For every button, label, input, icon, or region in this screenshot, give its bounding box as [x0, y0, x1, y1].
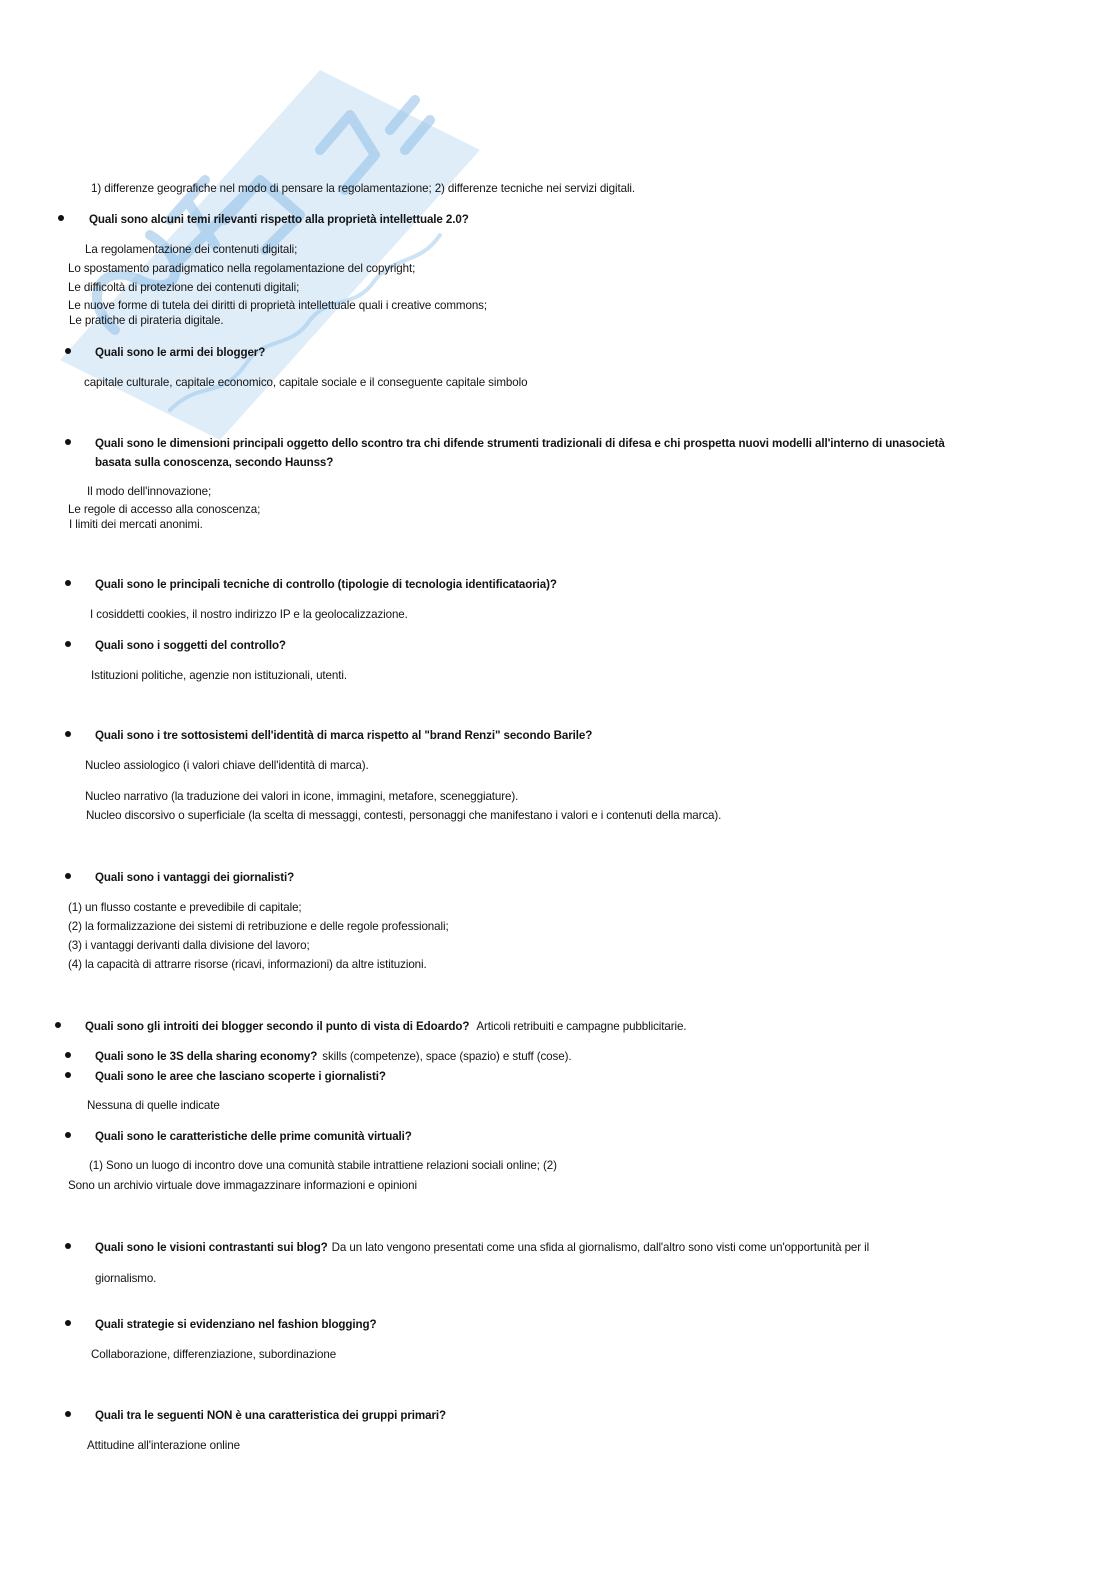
- bullet-dot: [65, 439, 71, 445]
- answer-line: Le regole di accesso alla conoscenza;: [68, 503, 261, 516]
- answer-line: (1) un flusso costante e prevedibile di capitale;: [68, 901, 302, 914]
- answer-line: Le difficoltà di protezione dei contenuti digitali;: [68, 281, 300, 294]
- answer-line: Nucleo assiologico (i valori chiave dell'identità di marca).: [85, 759, 369, 772]
- answer-line: Le pratiche di pirateria digitale.: [69, 314, 224, 327]
- question-text: Quali sono le caratteristiche delle prime comunità virtuali?: [95, 1130, 412, 1143]
- answer-line: capitale culturale, capitale economico, capitale sociale e il conseguente capitale simbolo: [84, 376, 528, 389]
- question-text: Quali sono i soggetti del controllo?: [95, 639, 286, 652]
- question-text: Quali sono le principali tecniche di controllo (tipologie di tecnologia identificataoria)?: [95, 578, 557, 591]
- question-text: Quali sono le dimensioni principali oggetto dello scontro tra chi difende strumenti tradizionali di difesa e chi prospetta nuovi modelli all'interno di unasocietà: [95, 437, 945, 450]
- answer-line: Collaborazione, differenziazione, subordinazione: [91, 1348, 337, 1361]
- answer-line: (2) la formalizzazione dei sistemi di retribuzione e delle regole professionali;: [68, 920, 449, 933]
- bullet-dot: [65, 1052, 71, 1058]
- inline-answer: Da un lato vengono presentati come una sfida al giornalismo, dall'altro sono visti come un'opportunità per il: [331, 1241, 870, 1254]
- answer-line: Attitudine all'interazione online: [87, 1439, 240, 1452]
- bullet-dot: [65, 1072, 71, 1078]
- bullet-dot: [65, 1243, 71, 1249]
- question-text: Quali tra le seguenti NON è una caratteristica dei gruppi primari?: [95, 1409, 446, 1422]
- answer-line: (4) la capacità di attrarre risorse (ricavi, informazioni) da altre istituzioni.: [68, 958, 427, 971]
- question-text: Quali sono alcuni temi rilevanti rispetto alla proprietà intellettuale 2.0?: [89, 213, 469, 226]
- question-text: Quali sono le visioni contrastanti sui blog?: [95, 1241, 328, 1254]
- intro-answer-line: 1) differenze geografiche nel modo di pensare la regolamentazione; 2) differenze tecniche nei servizi digitali.: [91, 182, 636, 195]
- question-text-continued: basata sulla conoscenza, secondo Haunss?: [95, 456, 334, 469]
- answer-line: (1) Sono un luogo di incontro dove una comunità stabile intrattiene relazioni sociali online; (2): [89, 1159, 557, 1172]
- bullet-dot: [58, 215, 64, 221]
- answer-line: Lo spostamento paradigmatico nella regolamentazione del copyright;: [68, 262, 416, 275]
- question-text: Quali sono le aree che lasciano scoperte i giornalisti?: [95, 1070, 386, 1083]
- question-text: Quali strategie si evidenziano nel fashion blogging?: [95, 1318, 377, 1331]
- bullet-dot: [65, 1411, 71, 1417]
- answer-line: I limiti dei mercati anonimi.: [69, 518, 203, 531]
- bullet-dot: [65, 641, 71, 647]
- inline-answer: skills (competenze), space (spazio) e stuff (cose).: [322, 1050, 572, 1063]
- answer-line: I cosiddetti cookies, il nostro indirizzo IP e la geolocalizzazione.: [90, 608, 408, 621]
- bullet-dot: [65, 580, 71, 586]
- answer-line: Le nuove forme di tutela dei diritti di proprietà intellettuale quali i creative commons;: [68, 299, 488, 312]
- bullet-dot: [55, 1022, 61, 1028]
- bullet-dot: [65, 348, 71, 354]
- answer-line: La regolamentazione dei contenuti digitali;: [85, 243, 298, 256]
- answer-line: Nucleo narrativo (la traduzione dei valori in icone, immagini, metafore, sceneggiature).: [85, 790, 519, 803]
- answer-line: Il modo dell'innovazione;: [87, 485, 212, 498]
- question-text: Quali sono i vantaggi dei giornalisti?: [95, 871, 295, 884]
- answer-line: (3) i vantaggi derivanti dalla divisione del lavoro;: [68, 939, 310, 952]
- answer-line: Sono un archivio virtuale dove immagazzinare informazioni e opinioni: [68, 1179, 417, 1192]
- inline-answer: Articoli retribuiti e campagne pubblicitarie.: [476, 1020, 687, 1033]
- answer-line: giornalismo.: [95, 1272, 157, 1285]
- answer-line: Nessuna di quelle indicate: [87, 1099, 220, 1112]
- bullet-dot: [65, 873, 71, 879]
- question-text: Quali sono le 3S della sharing economy?: [95, 1050, 318, 1063]
- bullet-dot: [65, 731, 71, 737]
- bullet-dot: [65, 1132, 71, 1138]
- answer-line: Nucleo discorsivo o superficiale (la scelta di messaggi, contesti, personaggi che manifestano i valori e i contenuti della marca).: [86, 809, 722, 822]
- answer-line: Istituzioni politiche, agenzie non istituzionali, utenti.: [91, 669, 347, 682]
- question-text: Quali sono gli introiti dei blogger secondo il punto di vista di Edoardo?: [85, 1020, 470, 1033]
- bullet-dot: [65, 1320, 71, 1326]
- question-text: Quali sono i tre sottosistemi dell'identità di marca rispetto al "brand Renzi" secondo Barile?: [95, 729, 593, 742]
- question-text: Quali sono le armi dei blogger?: [95, 346, 266, 359]
